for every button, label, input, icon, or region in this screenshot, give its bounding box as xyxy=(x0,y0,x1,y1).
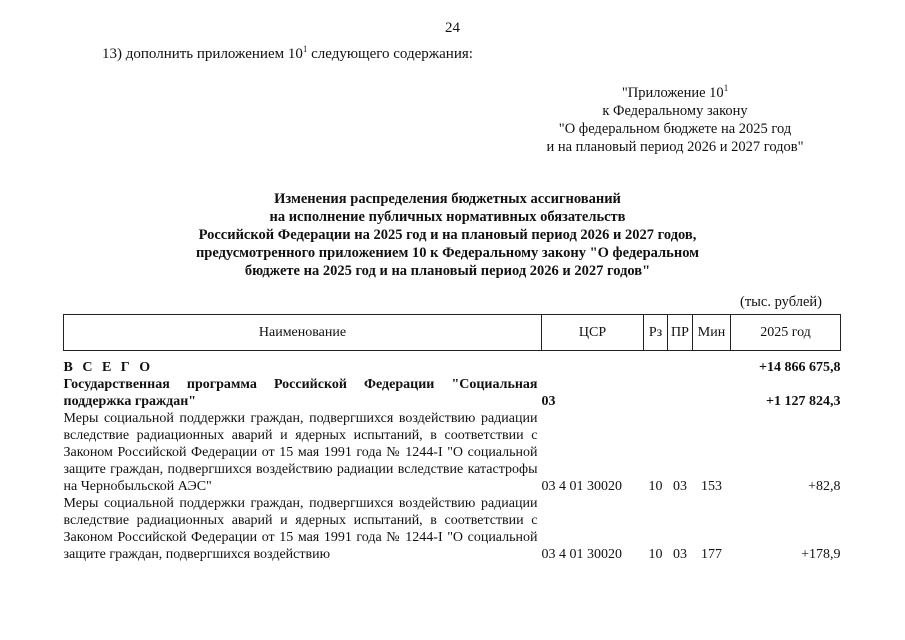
title-line: Изменения распределения бюджетных ассигнований xyxy=(274,191,621,207)
intro-text-before: 13) дополнить приложением 10 xyxy=(102,46,303,62)
annex-line-1-sup: 1 xyxy=(723,83,729,94)
row-min xyxy=(693,376,731,410)
intro-superscript: 1 xyxy=(302,44,308,54)
document-title xyxy=(160,190,735,280)
amendment-intro xyxy=(102,46,473,63)
row-pr xyxy=(668,376,693,410)
header-pr: ПР xyxy=(668,315,693,351)
row-name: Государственная программа Российской Федерации "Социальная поддержка граждан" xyxy=(63,377,538,409)
intro-text-after: следующего содержания: xyxy=(307,46,473,62)
header-year: 2025 год xyxy=(731,315,841,351)
annex-line-1 xyxy=(520,84,830,102)
row-min: 153 xyxy=(701,479,722,494)
table-row xyxy=(64,495,841,563)
header-min: Мин xyxy=(693,315,731,351)
row-rz xyxy=(644,376,668,410)
table-row xyxy=(64,410,841,495)
row-rz xyxy=(644,359,668,376)
row-name: Меры социальной поддержки граждан, подвергшихся воздействию радиации вследствие радиационных аварий и ядерных испытаний, в соответствии с Законом Российской Федерации от 15 мая 1991 года № 1244-I "О социальной защите граждан, подвергшихся воздействию xyxy=(63,496,538,562)
row-min xyxy=(693,359,731,376)
row-amount: +82,8 xyxy=(808,479,841,494)
table-row-program xyxy=(64,376,841,410)
annex-line-3: "О федеральном бюджете на 2025 год xyxy=(558,121,792,137)
row-min: 177 xyxy=(701,547,722,562)
row-amount: +1 127 824,3 xyxy=(766,394,841,409)
row-pr: 03 xyxy=(673,479,687,494)
row-csr xyxy=(542,359,644,376)
title-line: бюджете на 2025 год и на плановый период 2026 и 2027 годов" xyxy=(244,263,651,279)
title-line: Российской Федерации на 2025 год и на плановый период 2026 и 2027 годов, xyxy=(198,227,697,243)
units-label: (тыс. рублей) xyxy=(740,294,822,310)
header-rz: Рз xyxy=(644,315,668,351)
row-csr: 03 4 01 30020 xyxy=(541,479,622,494)
row-pr xyxy=(668,359,693,376)
row-amount: +14 866 675,8 xyxy=(759,360,841,375)
annex-line-4: и на плановый период 2026 и 2027 годов" xyxy=(546,139,804,155)
budget-table xyxy=(63,314,841,563)
annex-line-2: к Федеральному закону xyxy=(602,103,748,119)
title-line: на исполнение публичных нормативных обязательств xyxy=(269,209,626,225)
header-name: Наименование xyxy=(64,315,542,351)
row-rz: 10 xyxy=(648,479,663,494)
row-name: Меры социальной поддержки граждан, подвергшихся воздействию радиации вследствие радиационных аварий и ядерных испытаний, в соответствии с Законом Российской Федерации от 15 мая 1991 года № 1244-I "О социальной защите граждан, подвергшихся воздействию радиации вследствие катастрофы на Чернобыльской АЭС" xyxy=(63,411,538,494)
title-line: предусмотренного приложением 10 к Федеральному закону "О федеральном xyxy=(195,245,700,261)
row-name: В С Е Г О xyxy=(63,360,154,375)
annex-header xyxy=(520,84,830,156)
row-csr: 03 4 01 30020 xyxy=(541,547,622,562)
page-number: 24 xyxy=(445,20,460,36)
row-csr: 03 xyxy=(541,394,556,409)
table-row-total xyxy=(64,359,841,376)
row-rz: 10 xyxy=(648,547,663,562)
header-csr: ЦСР xyxy=(542,315,644,351)
table-header-row xyxy=(64,315,841,351)
row-amount: +178,9 xyxy=(801,547,841,562)
row-pr: 03 xyxy=(673,547,687,562)
annex-line-1-text: "Приложение 10 xyxy=(621,85,724,101)
